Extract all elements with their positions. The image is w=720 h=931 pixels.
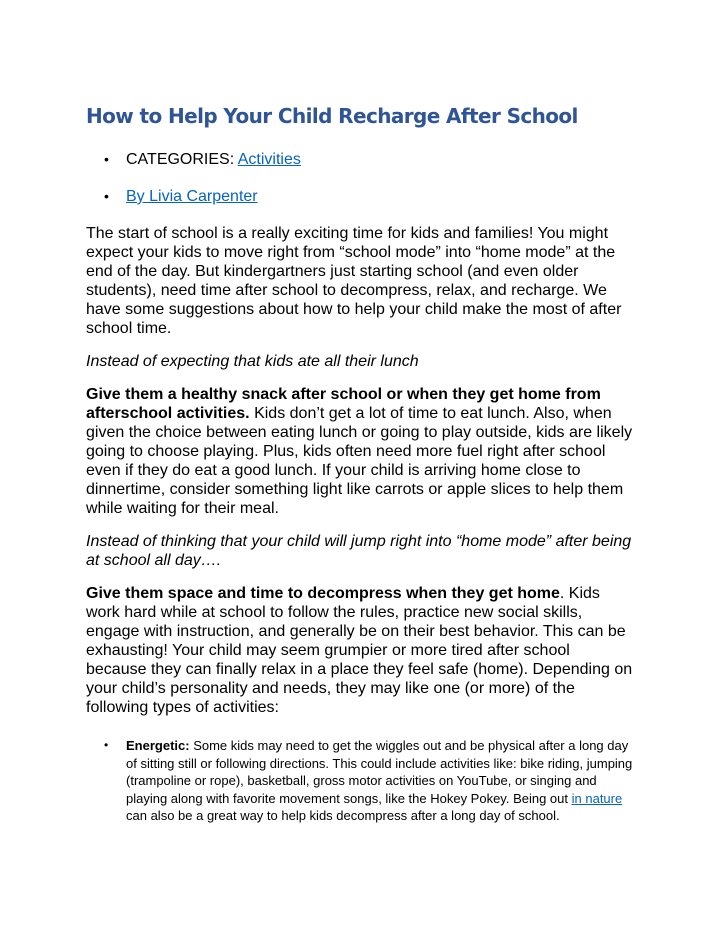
- space-paragraph: [86, 584, 634, 717]
- meta-list: [86, 150, 634, 206]
- document-page: [86, 104, 634, 825]
- categories-link[interactable]: Activities: [237, 151, 301, 168]
- snack-body-text: Kids don’t get a lot of time to eat lunch. Also, when given the choice between eating lunch or going to play outside, kids are likely going to choose playing. Plus, kids often need more fuel right after school even if they do eat a good lunch. If your child is arriving home close to dinnertime, consider something light like carrots or apple slices to help them while waiting for their meal.: [86, 405, 633, 517]
- categories-label: CATEGORIES:: [126, 151, 238, 168]
- energetic-text-1: Some kids may need to get the wiggles out and be physical after a long day of sitting still or following directions. This could include activities like: bike riding, jumping (trampoline or rope), basketball, gross motor activities on YouTube, or singing and playing along with favorite movement songs, like the Hokey Pokey. Being out: [126, 738, 633, 806]
- article-title: How to Help Your Child Recharge After School: [86, 104, 578, 128]
- energetic-text-2: can also be a great way to help kids decompress after a long day of school.: [126, 808, 560, 823]
- space-bold-text: Give them space and time to decompress when they get home: [86, 585, 560, 602]
- in-nature-link[interactable]: in nature: [571, 790, 623, 806]
- author-link[interactable]: By Livia Carpenter: [126, 188, 258, 205]
- bullet-icon: •: [104, 738, 109, 752]
- bullet-icon: •: [104, 188, 109, 204]
- snack-paragraph: [86, 385, 634, 518]
- snack-bold-text: Give them a healthy snack after school or when they get home from afterschool activities.: [86, 386, 601, 422]
- energetic-label: Energetic:: [126, 738, 190, 753]
- instead-home-mode-heading: Instead of thinking that your child will jump right into “home mode” after being at school all day….: [86, 533, 632, 569]
- author-item: [86, 187, 634, 206]
- activities-list: [86, 737, 634, 825]
- categories-item: [86, 150, 634, 169]
- bullet-icon: •: [104, 151, 109, 167]
- activity-item-energetic: [86, 737, 634, 825]
- intro-paragraph: The start of school is a really exciting time for kids and families! You might expect your kids to move right from “school mode” into “home mode” at the end of the day. But kindergartners just starting school (and even older students), need time after school to decompress, relax, and recharge. We have some suggestions about how to help your child make the most of after school time.: [86, 225, 622, 337]
- instead-lunch-heading: Instead of expecting that kids ate all their lunch: [86, 353, 419, 370]
- space-body-text: . Kids work hard while at school to follow the rules, practice new social skills, engage with instruction, and generally be on their best behavior. This can be exhausting! Your child may seem grumpier or more tired after school because they can finally relax in a place they feel safe (home). Depending on your child’s personality and needs, they may like one (or more) of the following types of activities:: [86, 585, 633, 716]
